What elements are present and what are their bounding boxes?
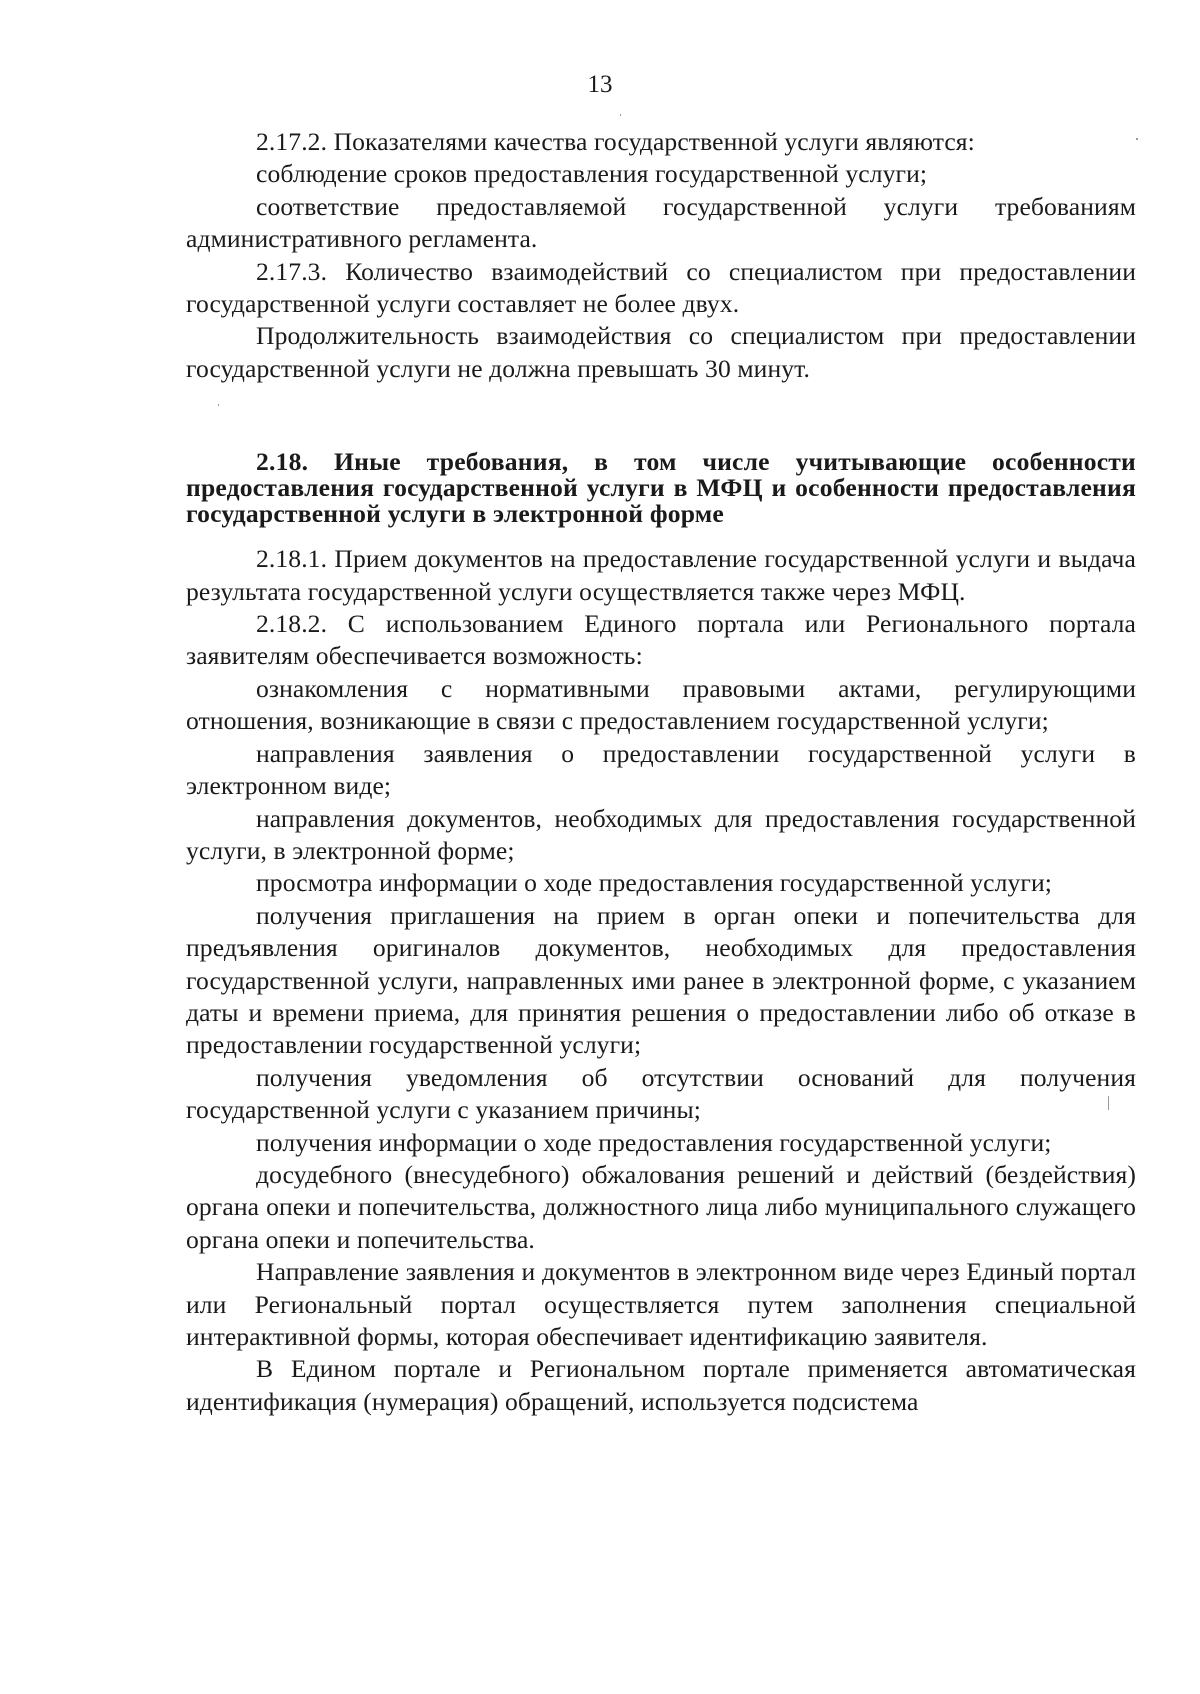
paragraph-notification: получения уведомления об отсутствии оснований для получения государственной услуги с указанием причины; (186, 1062, 1136, 1125)
document-body (186, 126, 1136, 1418)
scan-speck (620, 114, 621, 116)
paragraph-2-17-3: 2.17.3. Количество взаимодействий со специалистом при предоставлении государственной услуги составляет не более двух. (186, 256, 1136, 319)
paragraph-appeal: досудебного (внесудебного) обжалования решений и действий (бездействия) органа опеки и попечительства, должностного лица либо муниципального служащего органа опеки и попечительства. (186, 1159, 1136, 1254)
paragraph-documents-electronic: направления документов, необходимых для предоставления государственной услуги, в электронной форме; (186, 803, 1136, 865)
paragraph-progress-info: получения информации о ходе предоставления государственной услуги; (256, 1127, 1052, 1157)
paragraph-application-electronic: направления заявления о предоставлении государственной услуги в электронном виде; (186, 738, 1136, 801)
section-spacer (186, 385, 1136, 449)
page-number: 13 (587, 71, 613, 98)
paragraph-normative-acts: ознакомления с нормативными правовыми актами, регулирующими отношения, возникающие в связи с предоставлением государственной услуги; (186, 673, 1136, 736)
paragraph-2-18-1: 2.18.1. Прием документов на предоставление государственной услуги и выдача результата государственной услуги осуществляется также через МФЦ. (186, 544, 1136, 606)
paragraph-deadlines: соблюдение сроков предоставления государственной услуги; (256, 159, 928, 189)
paragraph-2-18-2: 2.18.2. С использованием Единого портала или Регионального портала заявителям обеспечивается возможность: (186, 609, 1136, 671)
paragraph-duration: Продолжительность взаимодействия со специалистом при предоставлении государственной услуги не должна превышать 30 минут. (186, 321, 1136, 383)
section-heading-2-18: 2.18. Иные требования, в том числе учитывающие особенности предоставления государственной услуги в МФЦ и особенности предоставления государственной услуги в электронной форме (186, 447, 1136, 529)
scan-speck (1108, 1096, 1109, 1110)
paragraph-compliance: соответствие предоставляемой государственной услуги требованиям административного регламента. (186, 191, 1136, 254)
paragraph-auto-identification: В Едином портале и Региональном портале применяется автоматическая идентификация (нумерация) обращений, используется подсистема (186, 1354, 1136, 1416)
paragraph-electronic-submission: Направление заявления и документов в электронном виде через Единый портал или Региональный портал осуществляется путем заполнения специальной интерактивной формы, которая обеспечивает идентификацию заявителя. (186, 1257, 1136, 1351)
scan-speck (218, 404, 219, 406)
paragraph-view-progress: просмотра информации о ходе предоставления государственной услуги; (256, 868, 1052, 898)
paragraph-2-17-2: 2.17.2. Показателями качества государственной услуги являются: (256, 127, 975, 156)
paragraph-invitation: получения приглашения на прием в орган опеки и попечительства для предъявления оригиналов документов, необходимых для предоставления государственной услуги, направленных ими ранее в электронной форме, с указанием даты и времени приема, для принятия решения о предоставлении либо об отказе в предоставлении государственной услуги; (186, 900, 1136, 1060)
scan-speck (1136, 138, 1138, 140)
